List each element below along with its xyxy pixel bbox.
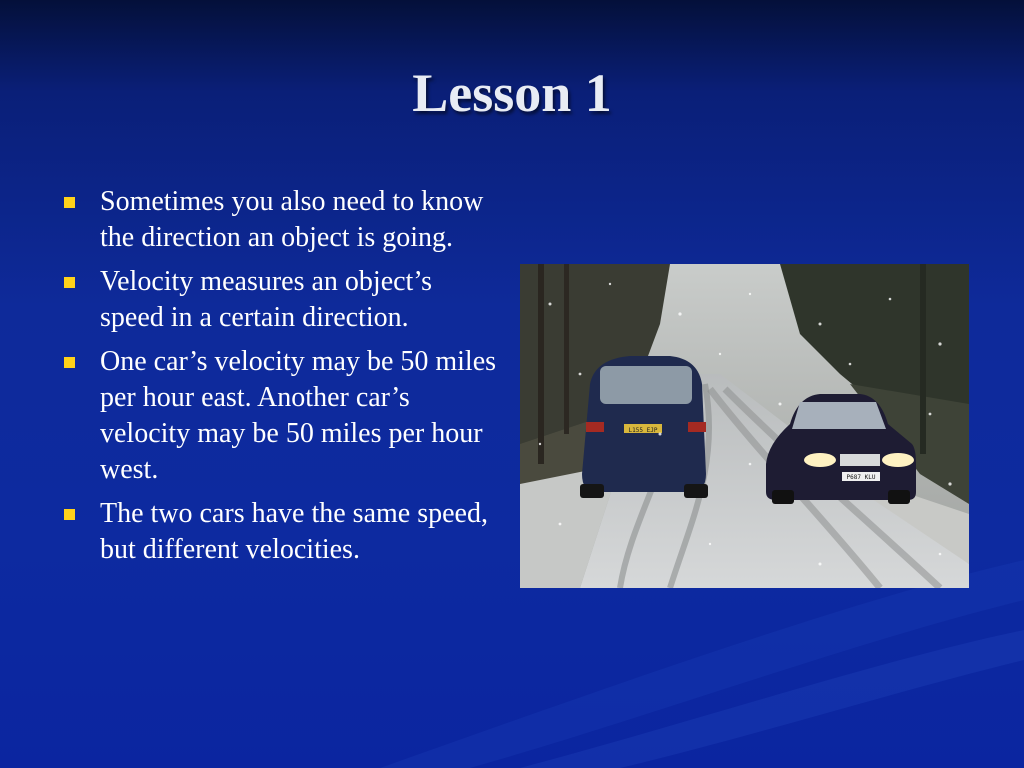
square-bullet-icon (64, 509, 75, 520)
rear-plate-text: L155 EJP (628, 427, 658, 434)
bullet-text: The two cars have the same speed, but different velocities. (100, 498, 488, 565)
bullet-text: Velocity measures an object’s speed in a certain direction. (100, 266, 433, 333)
square-bullet-icon (64, 357, 75, 368)
bullet-item (60, 496, 500, 568)
bullet-item (60, 344, 500, 488)
square-bullet-icon (64, 277, 75, 288)
front-plate-text: P687 KLU (846, 474, 876, 481)
snowy-road-photo (520, 264, 969, 588)
snowy-road-illustration (520, 264, 969, 588)
bullet-item (60, 264, 500, 336)
slide-title: Lesson 1 (412, 63, 612, 123)
bullet-list (60, 184, 500, 576)
van-graphic (580, 356, 708, 498)
square-bullet-icon (64, 197, 75, 208)
bullet-text: One car’s velocity may be 50 miles per hour east. Another car’s velocity may be 50 miles per hour west. (100, 346, 497, 485)
bullet-text: Sometimes you also need to know the direction an object is going. (100, 186, 484, 253)
bullet-item (60, 184, 500, 256)
